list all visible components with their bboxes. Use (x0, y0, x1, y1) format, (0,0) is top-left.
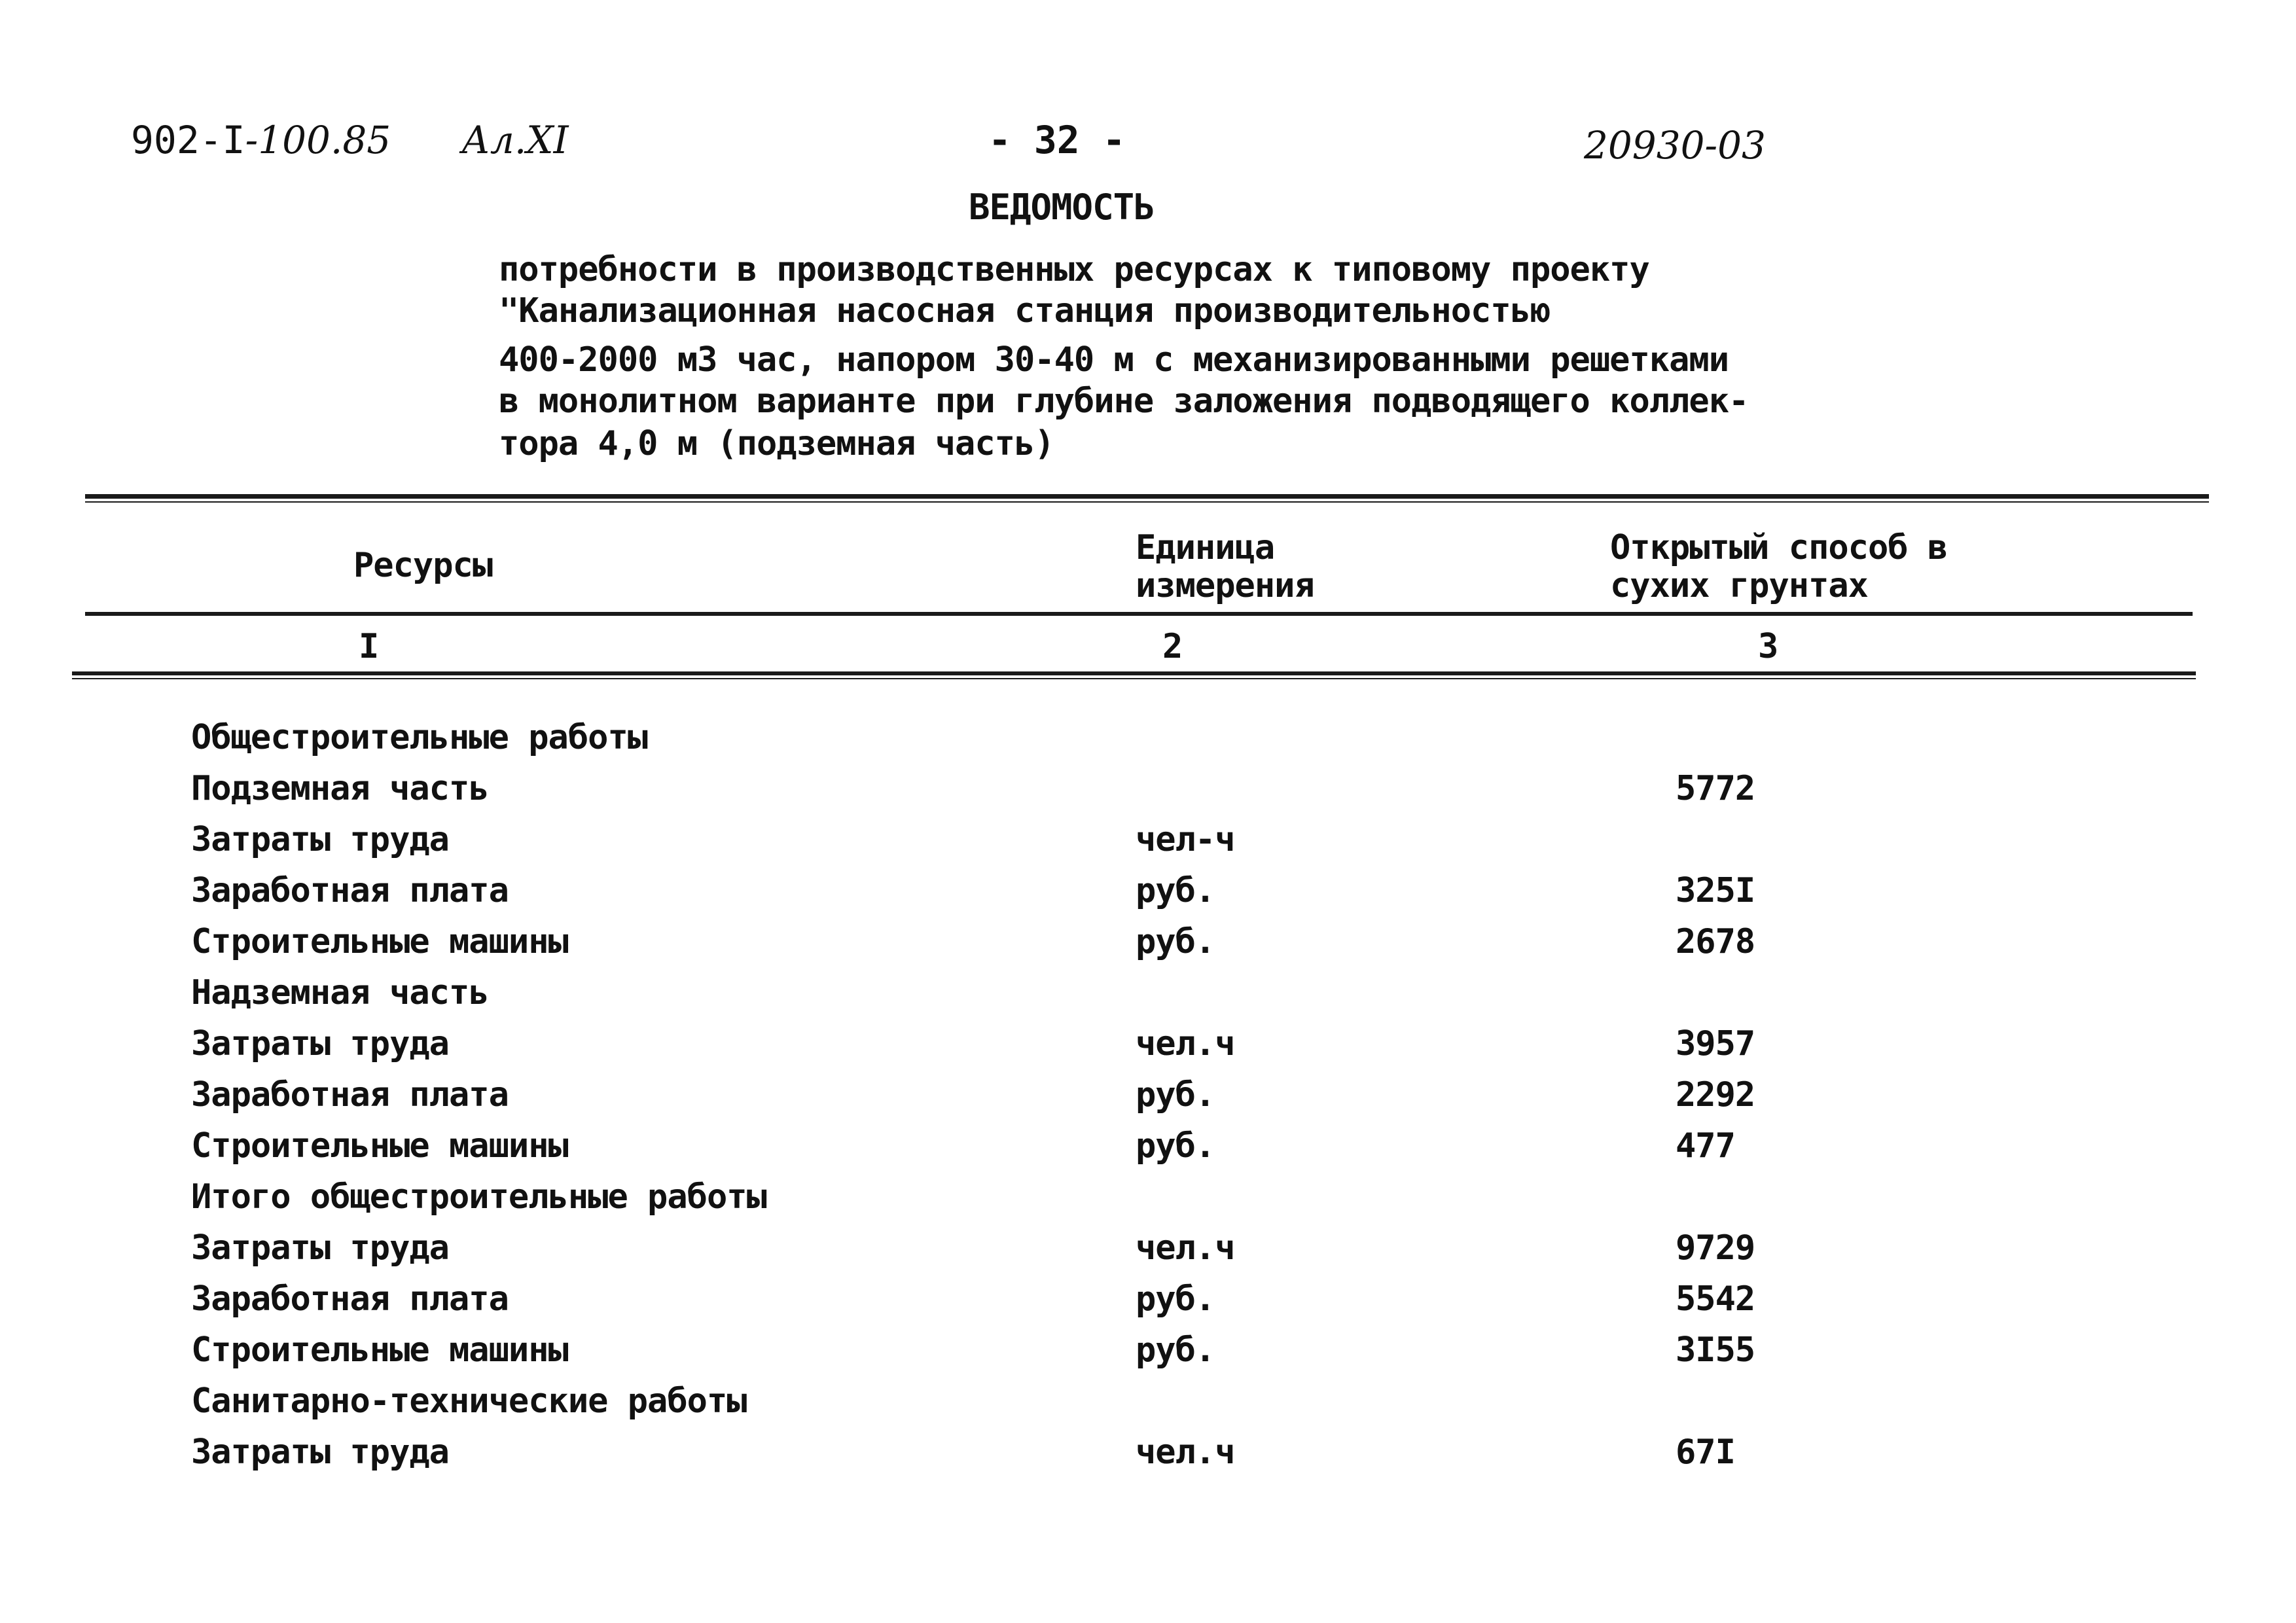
album-number: Ал.XI (461, 118, 569, 162)
table-row (0, 922, 2296, 973)
table-row (0, 871, 2296, 922)
amount-value: 3I55 (1676, 1330, 1755, 1370)
amount-value: 3957 (1676, 1024, 1755, 1063)
resource-name: Затраты труда (191, 1024, 449, 1063)
page-number: - 32 - (988, 118, 1126, 162)
column-header-unit-line-1: Единица (1136, 528, 1275, 567)
unit-value: руб. (1136, 1075, 1215, 1115)
resource-name: Подземная часть (191, 769, 489, 808)
table-row (0, 1075, 2296, 1126)
table-row (0, 1126, 2296, 1177)
unit-value: чел.ч (1136, 1433, 1235, 1472)
inventory-number: 20930-03 (1584, 123, 1766, 168)
resource-name: Общестроительные работы (191, 718, 648, 757)
document-title: ВЕДОМОСТЬ (969, 187, 1155, 228)
resource-name: Надземная часть (191, 973, 489, 1012)
column-number-rule (72, 671, 2196, 675)
document-code (131, 118, 391, 162)
resource-name: Затраты труда (191, 820, 449, 859)
amount-value: 325I (1676, 871, 1755, 910)
column-header-resources: Ресурсы (353, 546, 493, 585)
table-row (0, 1228, 2296, 1279)
resource-name: Строительные машины (191, 1126, 568, 1166)
column-header-unit (1136, 529, 1314, 605)
column-header-method-line-2: сухих грунтах (1610, 566, 1868, 605)
resource-name: Затраты труда (191, 1228, 449, 1268)
header-rule (85, 612, 2193, 616)
column-number-3: 3 (1758, 627, 1778, 666)
amount-value: 5542 (1676, 1279, 1755, 1319)
amount-value: 477 (1676, 1126, 1735, 1166)
resource-name: Санитарно-технические работы (191, 1382, 747, 1421)
column-header-method (1610, 529, 1947, 605)
unit-value: руб. (1136, 1126, 1215, 1166)
table-row (0, 973, 2296, 1024)
subtitle-line-4: в монолитном варианте при глубине заложения подводящего коллек- (499, 382, 1749, 421)
column-number-2: 2 (1162, 627, 1183, 666)
unit-value: руб. (1136, 871, 1215, 910)
resource-name: Итого общестроительные работы (191, 1177, 766, 1217)
subtitle-line-1: потребности в производственных ресурсах к типовому проекту (499, 250, 1649, 289)
table-row (0, 718, 2296, 769)
amount-value: 5772 (1676, 769, 1755, 808)
resource-name: Заработная плата (191, 871, 509, 910)
resource-name: Заработная плата (191, 1075, 509, 1115)
document-code-printed: 902-I (131, 118, 245, 162)
table-top-rule (85, 494, 2209, 499)
unit-value: руб. (1136, 922, 1215, 961)
resource-name: Заработная плата (191, 1279, 509, 1319)
amount-value: 2292 (1676, 1075, 1755, 1115)
column-number-rule-thin (72, 678, 2196, 679)
table-row (0, 1177, 2296, 1228)
amount-value: 9729 (1676, 1228, 1755, 1268)
resource-name: Строительные машины (191, 1330, 568, 1370)
column-header-method-line-1: Открытый способ в (1610, 528, 1948, 567)
document-code-handwritten: -100.85 (245, 118, 391, 162)
table-row (0, 820, 2296, 871)
unit-value: руб. (1136, 1330, 1215, 1370)
table-row (0, 1382, 2296, 1433)
subtitle-line-5: тора 4,0 м (подземная часть) (499, 424, 1054, 463)
unit-value: руб. (1136, 1279, 1215, 1319)
column-header-unit-line-2: измерения (1136, 566, 1314, 605)
table-row (0, 769, 2296, 820)
resource-name: Строительные машины (191, 922, 568, 961)
subtitle-line-3: 400-2000 м3 час, напором 30-40 м с механизированными решетками (499, 340, 1729, 380)
unit-value: чел.ч (1136, 1228, 1235, 1268)
unit-value: чел-ч (1136, 820, 1235, 859)
table-row (0, 1330, 2296, 1382)
table-row (0, 1279, 2296, 1330)
table-row (0, 1024, 2296, 1075)
subtitle-line-2: "Канализационная насосная станция производительностью (499, 291, 1551, 330)
table-row (0, 1433, 2296, 1484)
unit-value: чел.ч (1136, 1024, 1235, 1063)
column-number-1: I (359, 627, 379, 666)
resource-name: Затраты труда (191, 1433, 449, 1472)
amount-value: 67I (1676, 1433, 1735, 1472)
amount-value: 2678 (1676, 922, 1755, 961)
table-top-rule-thin (85, 501, 2209, 503)
